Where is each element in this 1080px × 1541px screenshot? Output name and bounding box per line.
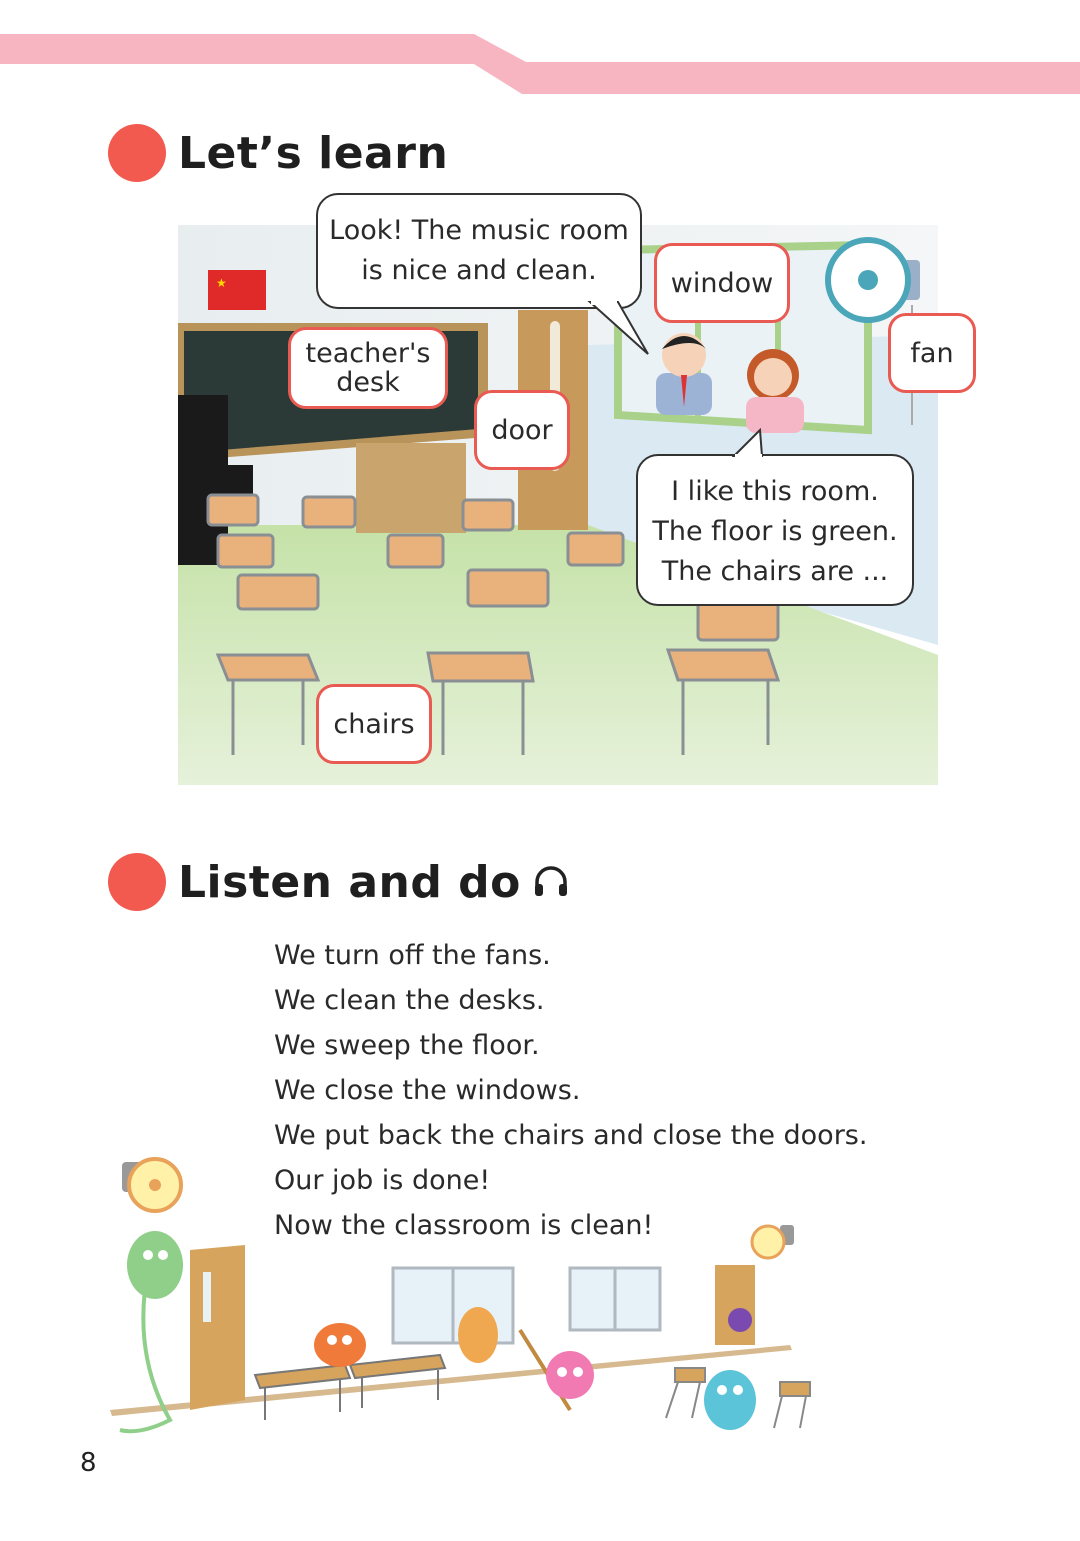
yellow-monster (458, 1307, 498, 1363)
cleaning-monsters-illustration (100, 1150, 820, 1450)
girl-bubble-line-3: The chairs are ... (661, 556, 889, 587)
label-fan-text: fan (910, 337, 954, 369)
listen-and-do-title: Listen and do (178, 856, 521, 908)
green-monster (120, 1231, 183, 1431)
windows (393, 1268, 660, 1343)
rhyme-line: We clean the desks. (274, 985, 545, 1016)
door-left (190, 1245, 245, 1410)
girl-bubble-line-2: The floor is green. (652, 516, 898, 547)
rhyme-line: Our job is done! (274, 1165, 491, 1196)
boy-bubble-tail (580, 300, 660, 360)
section-dot-icon (108, 853, 166, 911)
label-door (474, 390, 570, 470)
lets-learn-heading (108, 124, 448, 182)
teachers-desk (356, 443, 466, 533)
rhyme-line: Now the classroom is clean! (274, 1210, 654, 1241)
orange-monster (314, 1323, 366, 1367)
girl-bubble-tail (730, 428, 780, 458)
door-right (715, 1265, 755, 1345)
rhyme-line: We turn off the fans. (274, 940, 551, 971)
wall-fan-right-icon (752, 1225, 794, 1258)
china-flag-icon (208, 270, 266, 310)
label-window-text: window (670, 267, 774, 299)
header-band (0, 0, 1080, 110)
lets-learn-title: Let’s learn (178, 127, 449, 179)
boy-character (656, 333, 712, 415)
blue-monster (666, 1368, 810, 1430)
wall-fan-left-icon (122, 1159, 181, 1211)
boy-bubble-line-2: is nice and clean. (361, 255, 597, 286)
boy-speech-bubble (316, 193, 642, 309)
page-number: 8 (80, 1448, 97, 1478)
label-teachers-desk (288, 327, 448, 409)
label-chairs (316, 684, 432, 764)
label-teachers-desk-line1: teacher's (305, 338, 431, 369)
girl-bubble-line-1: I like this room. (671, 476, 879, 507)
rhyme-line: We close the windows. (274, 1075, 581, 1106)
listen-and-do-heading (108, 853, 571, 911)
label-fan (888, 313, 976, 393)
label-teachers-desk-line2: desk (336, 367, 400, 398)
svg-text:★: ★ (216, 276, 227, 290)
rhyme-line: We sweep the floor. (274, 1030, 540, 1061)
headphones-icon[interactable] (531, 862, 571, 902)
label-door-text: door (491, 414, 553, 446)
label-chairs-text: chairs (333, 708, 415, 740)
section-dot-icon (108, 124, 166, 182)
girl-speech-bubble (636, 454, 914, 606)
boy-bubble-line-1: Look! The music room (329, 215, 629, 246)
label-window (654, 243, 790, 323)
rhyme-line: We put back the chairs and close the doors. (274, 1120, 868, 1151)
